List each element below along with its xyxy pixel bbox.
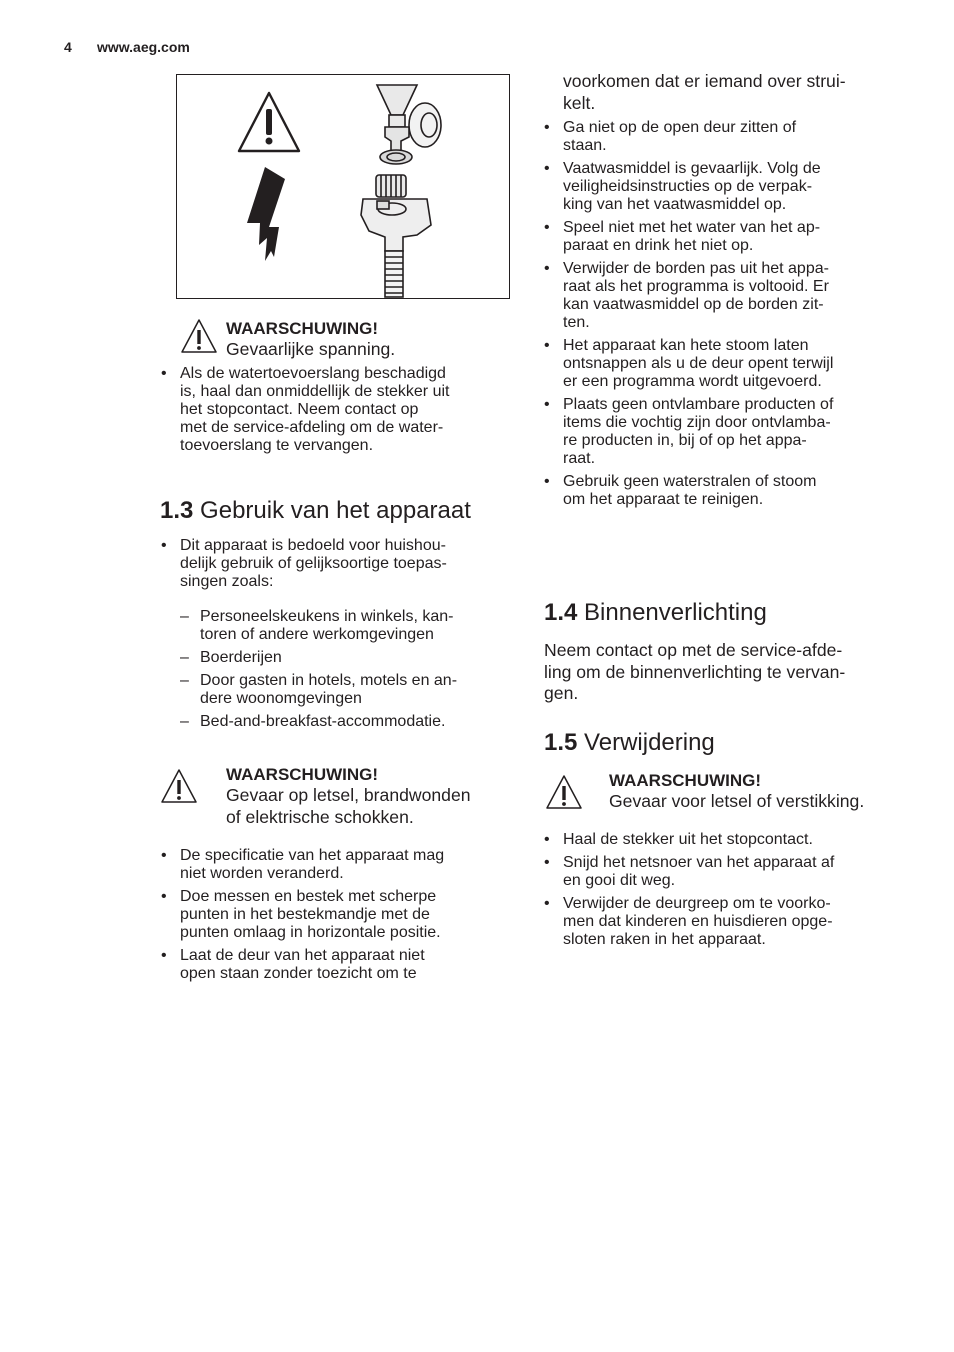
list-item: • Speel niet met het water van het ap- paraat en drink het niet op. [544,219,821,254]
page-number: 4 [64,39,72,55]
header-url: www.aeg.com [97,39,190,55]
warning-title: WAARSCHUWING! [609,771,762,790]
list-item: – Personeelskeukens in winkels, kan- toren of andere werkomgevingen [180,608,454,643]
bullet-list-usage [161,537,511,591]
paragraph-1-4: Neem contact op met de service-afde- ling om de binnenverlichting te vervan- gen. [544,640,846,703]
list-item: • Plaats geen ontvlambare producten of items die vochtig zijn door ontvlamba- re producten in, bij of op het appa- raat. [544,396,834,467]
water-inlet-valve-illustration [361,85,441,297]
lightning-bolt-icon [247,167,285,261]
list-item: • Ga niet op de open deur zitten of staan. [544,119,797,154]
list-item: • Snijd het netsnoer van het apparaat af en gooi dit weg. [544,854,835,889]
list-item: – Bed-and-breakfast-accommodatie. [180,713,446,730]
bullet-list-hose [161,365,511,455]
list-item: • Haal de stekker uit het stopcontact. [544,831,813,848]
list-item: • Gebruik geen waterstralen of stoom om het apparaat te reinigen. [544,473,817,508]
warning-triangle-icon [239,93,299,151]
bullet-list-right [544,119,904,509]
warning-title: WAARSCHUWING! [226,765,379,784]
bullet-list-disposal [544,831,904,949]
section-heading-1-3: 1.3 Gebruik van het apparaat [160,497,471,524]
list-item: – Boerderijen [180,649,282,666]
list-item: • Het apparaat kan hete stoom laten ontsnappen als u de deur opent terwijl er een programma wordt uitgevoerd. [544,337,834,390]
list-item: • Verwijder de deurgreep om te voorko- men dat kinderen en huisdieren opge- sloten raken in het apparaat. [544,895,833,948]
list-item: • Doe messen en bestek met scherpe punten in het bestekmandje met de punten omlaag in horizontale positie. [161,888,441,941]
list-item: • Dit apparaat is bedoeld voor huishou- delijk gebruik of gelijksoortige toepas- singen zoals: [161,537,447,590]
warning-title: WAARSCHUWING! [226,319,379,338]
warning-body: Gevaarlijke spanning. [226,339,396,359]
warning-triangle-icon [180,318,218,354]
warning-body: Gevaar op letsel, brandwonden of elektrische schokken. [226,785,471,827]
list-item: • Verwijder de borden pas uit het appa- raat als het programma is voltooid. Er kan vaatwasmiddel op de borden zit- ten. [544,260,829,331]
list-item: • Laat de deur van het apparaat niet open staan zonder toezicht om te [161,947,425,982]
bullet-list-safety [161,847,511,983]
continuation-text: voorkomen dat er iemand over strui- kelt. [563,71,846,113]
list-item: • Vaatwasmiddel is gevaarlijk. Volg de veiligheidsinstructies op de verpak- king van het vaatwasmiddel op. [544,160,821,213]
list-item: • Als de watertoevoerslang beschadigd is, haal dan onmiddellijk de stekker uit het stopcontact. Neem contact op met de service-afdeling om de water- toevoerslang te vervangen. [161,365,450,454]
warning-triangle-icon [545,774,583,810]
warning-body: Gevaar voor letsel of verstikking. [609,791,865,811]
list-item: • De specificatie van het apparaat mag niet worden veranderd. [161,847,445,882]
safety-figure [176,74,510,299]
warning-triangle-icon [160,768,198,804]
section-heading-1-4: 1.4 Binnenverlichting [544,599,767,626]
sub-bullet-list [180,608,515,731]
list-item: – Door gasten in hotels, motels en an- dere woonomgevingen [180,672,458,707]
section-heading-1-5: 1.5 Verwijdering [544,729,715,756]
